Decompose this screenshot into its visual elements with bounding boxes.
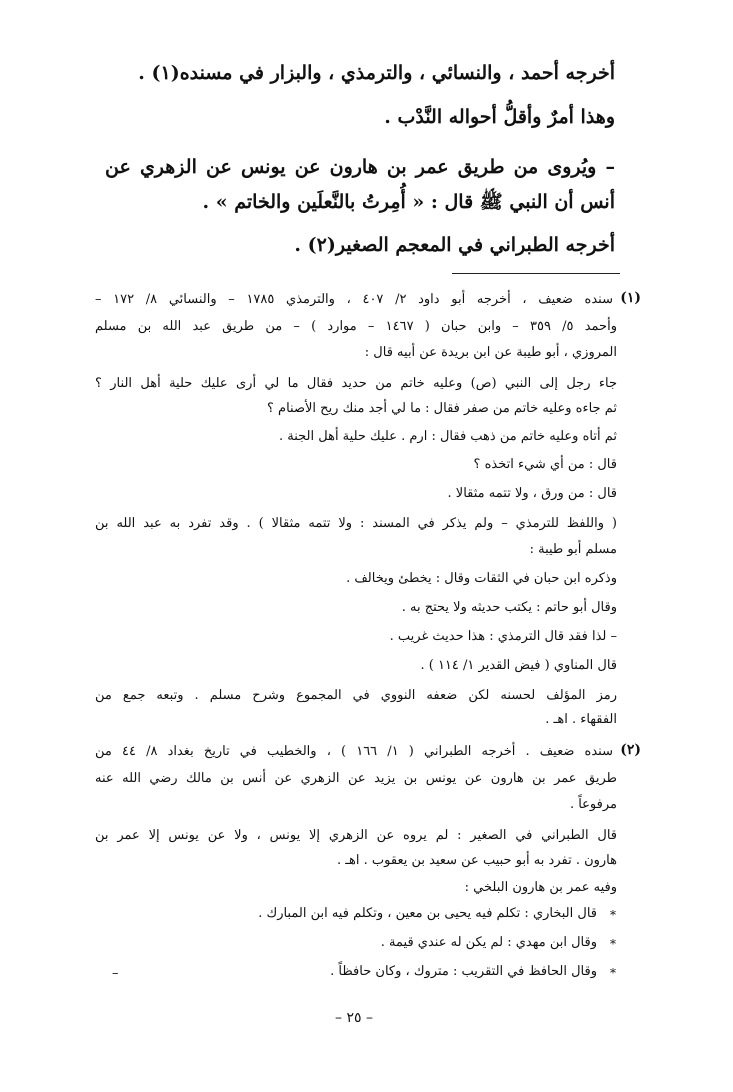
footnote-1-line: وأحمد ٥/ ٣٥٩ – وابن حبان ( ١٤٦٧ – موارد ) – من طريق عبد الله بن مسلم: [95, 319, 617, 334]
footnote-1-line: الفقهاء . اهـ .: [545, 712, 617, 727]
footnote-1-line: ( واللفظ للترمذي – ولم يذكر في المسند : ولا تتمه مثقالا ) . وقد تفرد به عبد الله بن: [95, 516, 617, 531]
footnote-2-number: (٢): [620, 742, 641, 758]
bullet-icon: *: [610, 937, 616, 951]
footnote-1-line: ثم أتاه وعليه خاتم من ذهب فقال : ارم . عليك حلية أهل الجنة .: [278, 429, 617, 444]
footnote-1-line: وقال أبو حاتم : يكتب حديثه ولا يحتج به .: [401, 600, 617, 615]
footnote-2-line: مرفوعاً .: [569, 797, 617, 812]
main-line-5: أخرجه الطبراني في المعجم الصغير(٢) .: [294, 234, 615, 256]
footnote-1-number: (١): [620, 290, 641, 306]
footnote-1-line: سنده ضعيف ، أخرجه أبو داود ٢/ ٤٠٧ ، والترمذي ١٧٨٥ – والنسائي ٨/ ١٧٢ –: [95, 292, 613, 307]
footnote-1-line: وذكره ابن حبان في الثقات وقال : يخطئ ويخالف .: [346, 571, 617, 586]
footnote-2-line: طريق عمر بن هارون عن يونس بن يزيد عن الزهري عن أنس بن مالك رضي الله عنه: [95, 771, 617, 786]
bullet-icon: *: [610, 908, 616, 922]
footnote-1-line: ثم جاءه وعليه خاتم من صفر فقال : ما لي أجد منك ريح الأصنام ؟: [267, 401, 617, 416]
bullet-icon: *: [610, 966, 616, 980]
footnote-1-line: مسلم أبو طيبة :: [529, 542, 617, 557]
footnote-2-line: قال الطبراني في الصغير : لم يروه عن الزهري إلا يونس ، ولا عن يونس إلا عمر بن: [95, 828, 618, 843]
footnote-1-line: المروزي ، أبو طيبة عن ابن بريدة عن أبيه قال :: [364, 345, 617, 360]
page-number: – ٢٥ –: [335, 1010, 373, 1026]
footnote-1-line: – لذا فقد قال الترمذي : هذا حديث غريب .: [389, 629, 617, 644]
footnote-2-line: وقال ابن مهدي : لم يكن له عندي قيمة .: [380, 935, 597, 950]
footnote-1-line: قال : من أي شيء اتخذه ؟: [473, 457, 617, 472]
footnote-2-line: سنده ضعيف . أخرجه الطبراني ( ١/ ١٦٦ ) ، والخطيب في تاريخ بغداد ٨/ ٤٤ من: [95, 744, 613, 759]
footnote-2-line: قال البخاري : تكلم فيه يحيى بن معين ، وتكلم فيه ابن المبارك .: [258, 906, 597, 921]
footnote-1-line: قال المناوي ( فيض القدير ١/ ١١٤ ) .: [420, 658, 617, 673]
footnote-2-line: وفيه عمر بن هارون البلخي :: [464, 880, 617, 895]
main-line-3: – ويُروى من طريق عمر بن هارون عن يونس عن الزهري عن: [105, 156, 615, 178]
main-line-1: أخرجه أحمد ، والنسائي ، والترمذي ، والبزار في مسنده(١) .: [138, 62, 615, 84]
margin-dash: –: [112, 966, 119, 981]
footnote-2-line: هارون . تفرد به أبو حبيب عن سعيد بن يعقوب . اهـ .: [336, 853, 617, 868]
footnote-1-line: جاء رجل إلى النبي (ص) وعليه خاتم من حديد فقال ما لي أرى عليك حلية أهل النار ؟: [95, 376, 617, 391]
footnote-1-line: قال : من ورق ، ولا تتمه مثقالا .: [447, 486, 617, 501]
main-line-2: وهذا أمرٌ وأقلُّ أحواله النَّدْب .: [384, 106, 615, 128]
footnote-2-line: وقال الحافظ في التقريب : متروك ، وكان حافظاً .: [330, 964, 597, 979]
footnote-1-line: رمز المؤلف لحسنه لكن ضعفه النووي في المجموع وشرح مسلم . وتبعه جمع من: [95, 688, 617, 703]
main-line-4: أنس أن النبي ﷺ قال : « أُمِرتُ بالنَّعلَين والخاتم » .: [202, 191, 615, 213]
footnote-divider: [452, 273, 620, 274]
